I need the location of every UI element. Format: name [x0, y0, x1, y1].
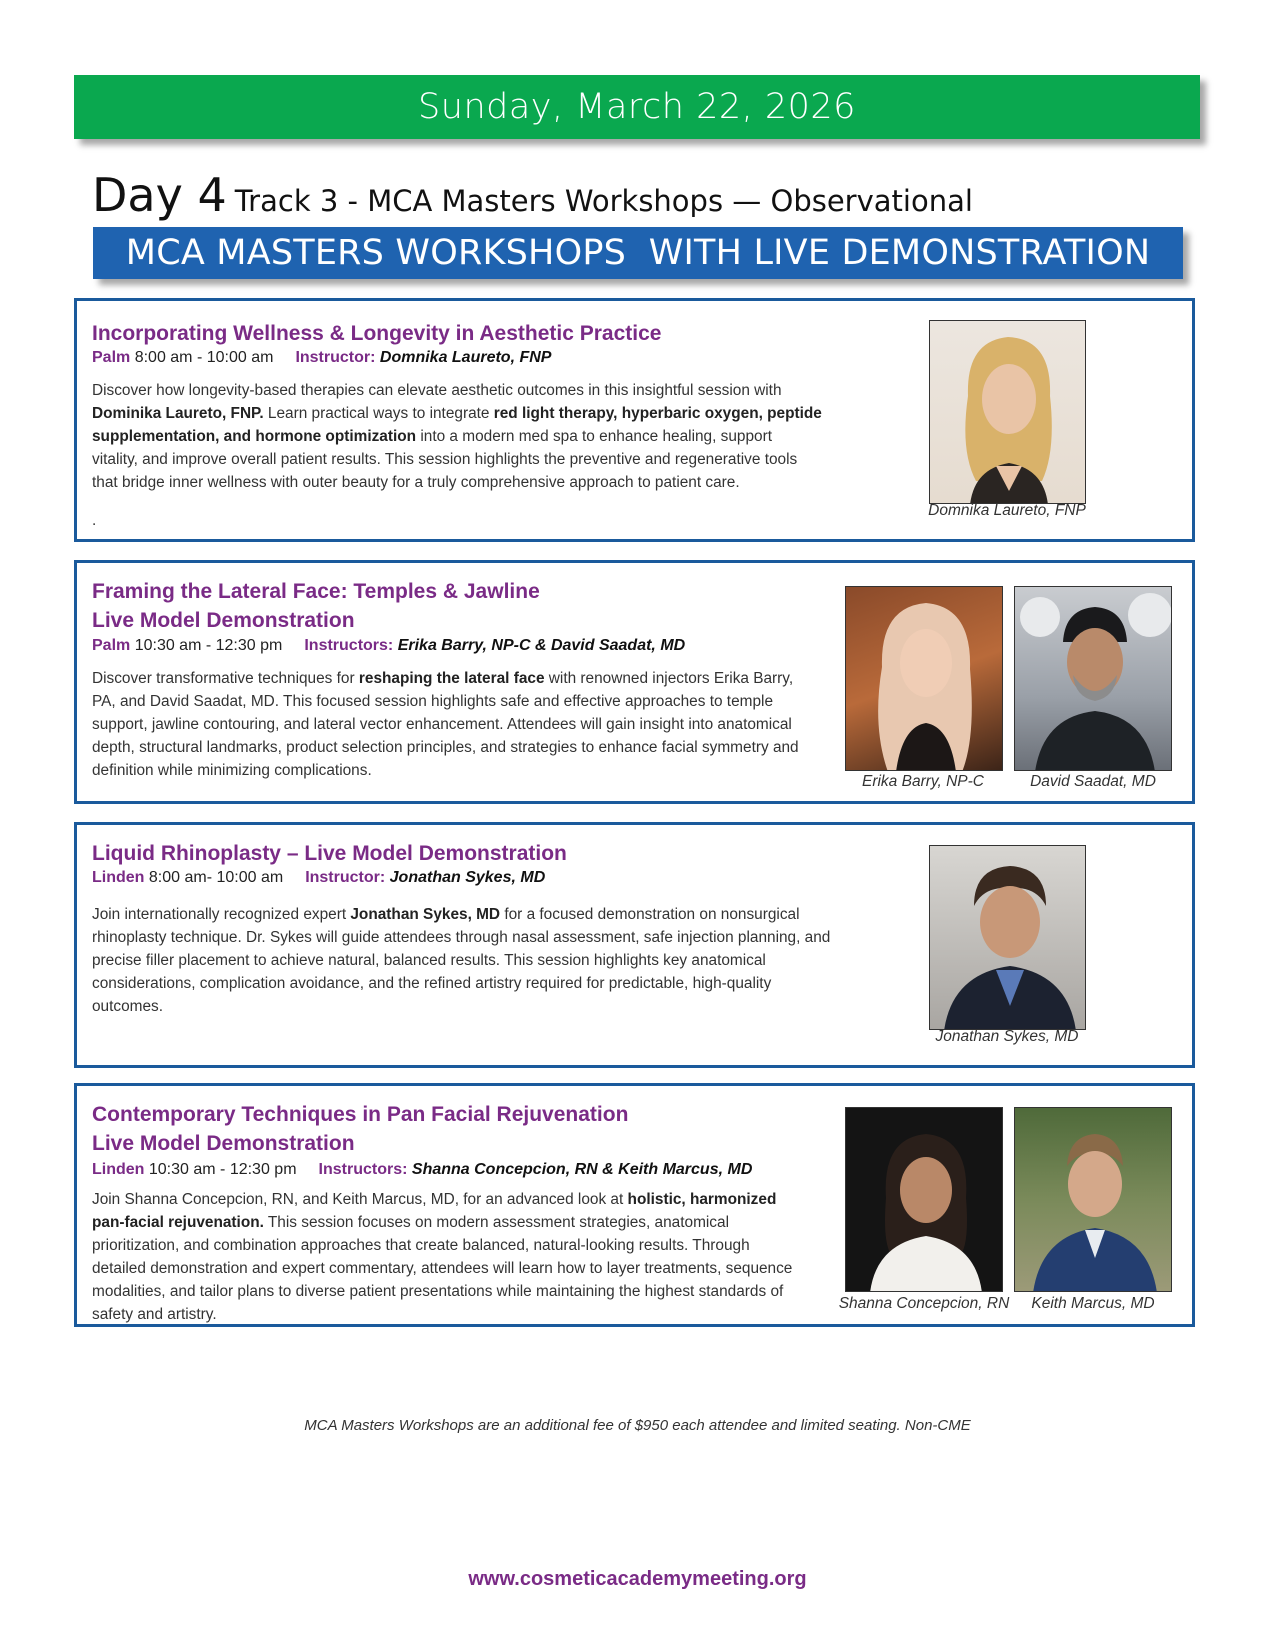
- session-card-rhinoplasty: [74, 822, 1195, 1068]
- session-card-pan-facial: [74, 1083, 1195, 1327]
- instructor-name: Domnika Laureto, FNP: [379, 349, 552, 366]
- description-emphasis: red light therapy, hyperbaric oxygen, peptide supplementation, and hormone optimization: [92, 405, 822, 445]
- session-time: 8:00 am - 10:00 am: [130, 349, 274, 366]
- instructor-label: Instructors:: [304, 637, 394, 654]
- session-description: [92, 667, 812, 782]
- track-label: Track 3 - MCA Masters Workshops — Observational: [234, 184, 973, 218]
- session-meta: [92, 349, 551, 367]
- description-text: This session focuses on modern assessment strategies, anatomical prioritization, and combination approaches that create balanced, natural-looking results. Through detailed demonstration and expert commentary, attendees will learn how to layer treatments, sequence modalities, and tailor plans to diverse patient presentations while maintaining the highest standards of safety and artistry.: [92, 1214, 793, 1323]
- instructor-photo-saadat: [1014, 586, 1172, 771]
- description-text: with renowned injectors Erika Barry, PA, and David Saadat, MD. This focused session highlights safe and effective approaches to temple support, jawline contouring, and lateral vector enhancement. Attendees will gain insight into anatomical depth, structural landmarks, product selection principles, and strategies to enhance facial symmetry and definition while minimizing complications.: [92, 670, 799, 779]
- trailing-mark: .: [92, 512, 97, 529]
- description-text: for a focused demonstration on nonsurgical rhinoplasty technique. Dr. Sykes will guide attendees through nasal assessment, safe injection planning, and precise filler placement to achieve natural, balanced results. This session highlights key anatomical considerations, complication avoidance, and the refined artistry required for predictable, high-quality outcomes.: [92, 906, 831, 1015]
- instructor-photo-concepcion: [845, 1107, 1003, 1292]
- session-subtitle: Live Model Demonstration: [92, 609, 355, 632]
- session-title: Liquid Rhinoplasty – Live Model Demonstration: [92, 842, 567, 865]
- room-label: Linden: [92, 1161, 145, 1178]
- instructor-name: Shanna Concepcion, RN & Keith Marcus, MD: [411, 1161, 753, 1178]
- session-description: [92, 379, 822, 494]
- day-heading: [92, 168, 973, 222]
- description-text: Discover how longevity-based therapies can elevate aesthetic outcomes in this insightful session with: [92, 382, 782, 399]
- session-card-lateral-face: [74, 560, 1195, 804]
- session-subtitle: Live Model Demonstration: [92, 1132, 355, 1155]
- room-label: Linden: [92, 869, 145, 886]
- description-emphasis: Jonathan Sykes, MD: [350, 906, 501, 923]
- instructor-photo-laureto: [929, 320, 1086, 504]
- description-text: Discover transformative techniques for: [92, 670, 359, 687]
- instructor-name: Erika Barry, NP-C & David Saadat, MD: [397, 637, 686, 654]
- website-link[interactable]: www.cosmeticacademymeeting.org: [468, 1568, 807, 1590]
- fee-footnote: MCA Masters Workshops are an additional fee of $950 each attendee and limited seating. Non-CME: [304, 1417, 971, 1434]
- description-emphasis: Dominika Laureto, FNP.: [92, 405, 264, 422]
- instructor-photo-barry: [845, 586, 1003, 771]
- session-title: Framing the Lateral Face: Temples & Jawline: [92, 580, 540, 603]
- description-text: Join Shanna Concepcion, RN, and Keith Marcus, MD, for an advanced look at: [92, 1191, 628, 1208]
- instructor-name: Jonathan Sykes, MD: [389, 869, 546, 886]
- photo-caption: David Saadat, MD: [1030, 773, 1156, 790]
- session-meta: [92, 1161, 752, 1179]
- session-description: [92, 1188, 802, 1326]
- photo-caption: Keith Marcus, MD: [1031, 1295, 1155, 1312]
- section-banner: MCA MASTERS WORKSHOPS WITH LIVE DEMONSTRATION: [93, 227, 1183, 279]
- description-text: Learn practical ways to integrate: [263, 405, 494, 422]
- room-label: Palm: [92, 637, 131, 654]
- room-label: Palm: [92, 349, 131, 366]
- date-banner: Sunday, March 22, 2026: [74, 75, 1200, 139]
- session-time: 10:30 am - 12:30 pm: [144, 1161, 297, 1178]
- photo-caption: Erika Barry, NP-C: [861, 773, 984, 790]
- session-meta: [92, 637, 685, 655]
- description-emphasis: reshaping the lateral face: [358, 670, 545, 687]
- session-time: 8:00 am- 10:00 am: [144, 869, 284, 886]
- instructor-photo-marcus: [1014, 1107, 1172, 1292]
- description-text: Join internationally recognized expert: [92, 906, 351, 923]
- photo-caption: Jonathan Sykes, MD: [935, 1028, 1079, 1045]
- instructor-label: Instructor:: [295, 349, 376, 366]
- session-title: Incorporating Wellness & Longevity in Aesthetic Practice: [92, 322, 662, 345]
- day-label: Day 4: [92, 168, 227, 222]
- session-title: Contemporary Techniques in Pan Facial Rejuvenation: [92, 1103, 629, 1126]
- session-meta: [92, 869, 545, 887]
- instructor-label: Instructors:: [318, 1161, 408, 1178]
- instructor-label: Instructor:: [305, 869, 386, 886]
- instructor-photo-sykes: [929, 845, 1086, 1030]
- description-text: into a modern med spa to enhance healing, support vitality, and improve overall patient results. This session highlights the preventive and regenerative tools that bridge inner wellness with outer beauty for a truly comprehensive approach to patient care.: [92, 428, 798, 491]
- photo-caption: Domnika Laureto, FNP: [928, 502, 1086, 519]
- description-emphasis: holistic, harmonized pan-facial rejuvenation.: [92, 1191, 777, 1231]
- session-time: 10:30 am - 12:30 pm: [130, 637, 283, 654]
- session-card-wellness: [74, 298, 1195, 542]
- session-description: [92, 903, 837, 1018]
- photo-caption: Shanna Concepcion, RN: [838, 1295, 1010, 1312]
